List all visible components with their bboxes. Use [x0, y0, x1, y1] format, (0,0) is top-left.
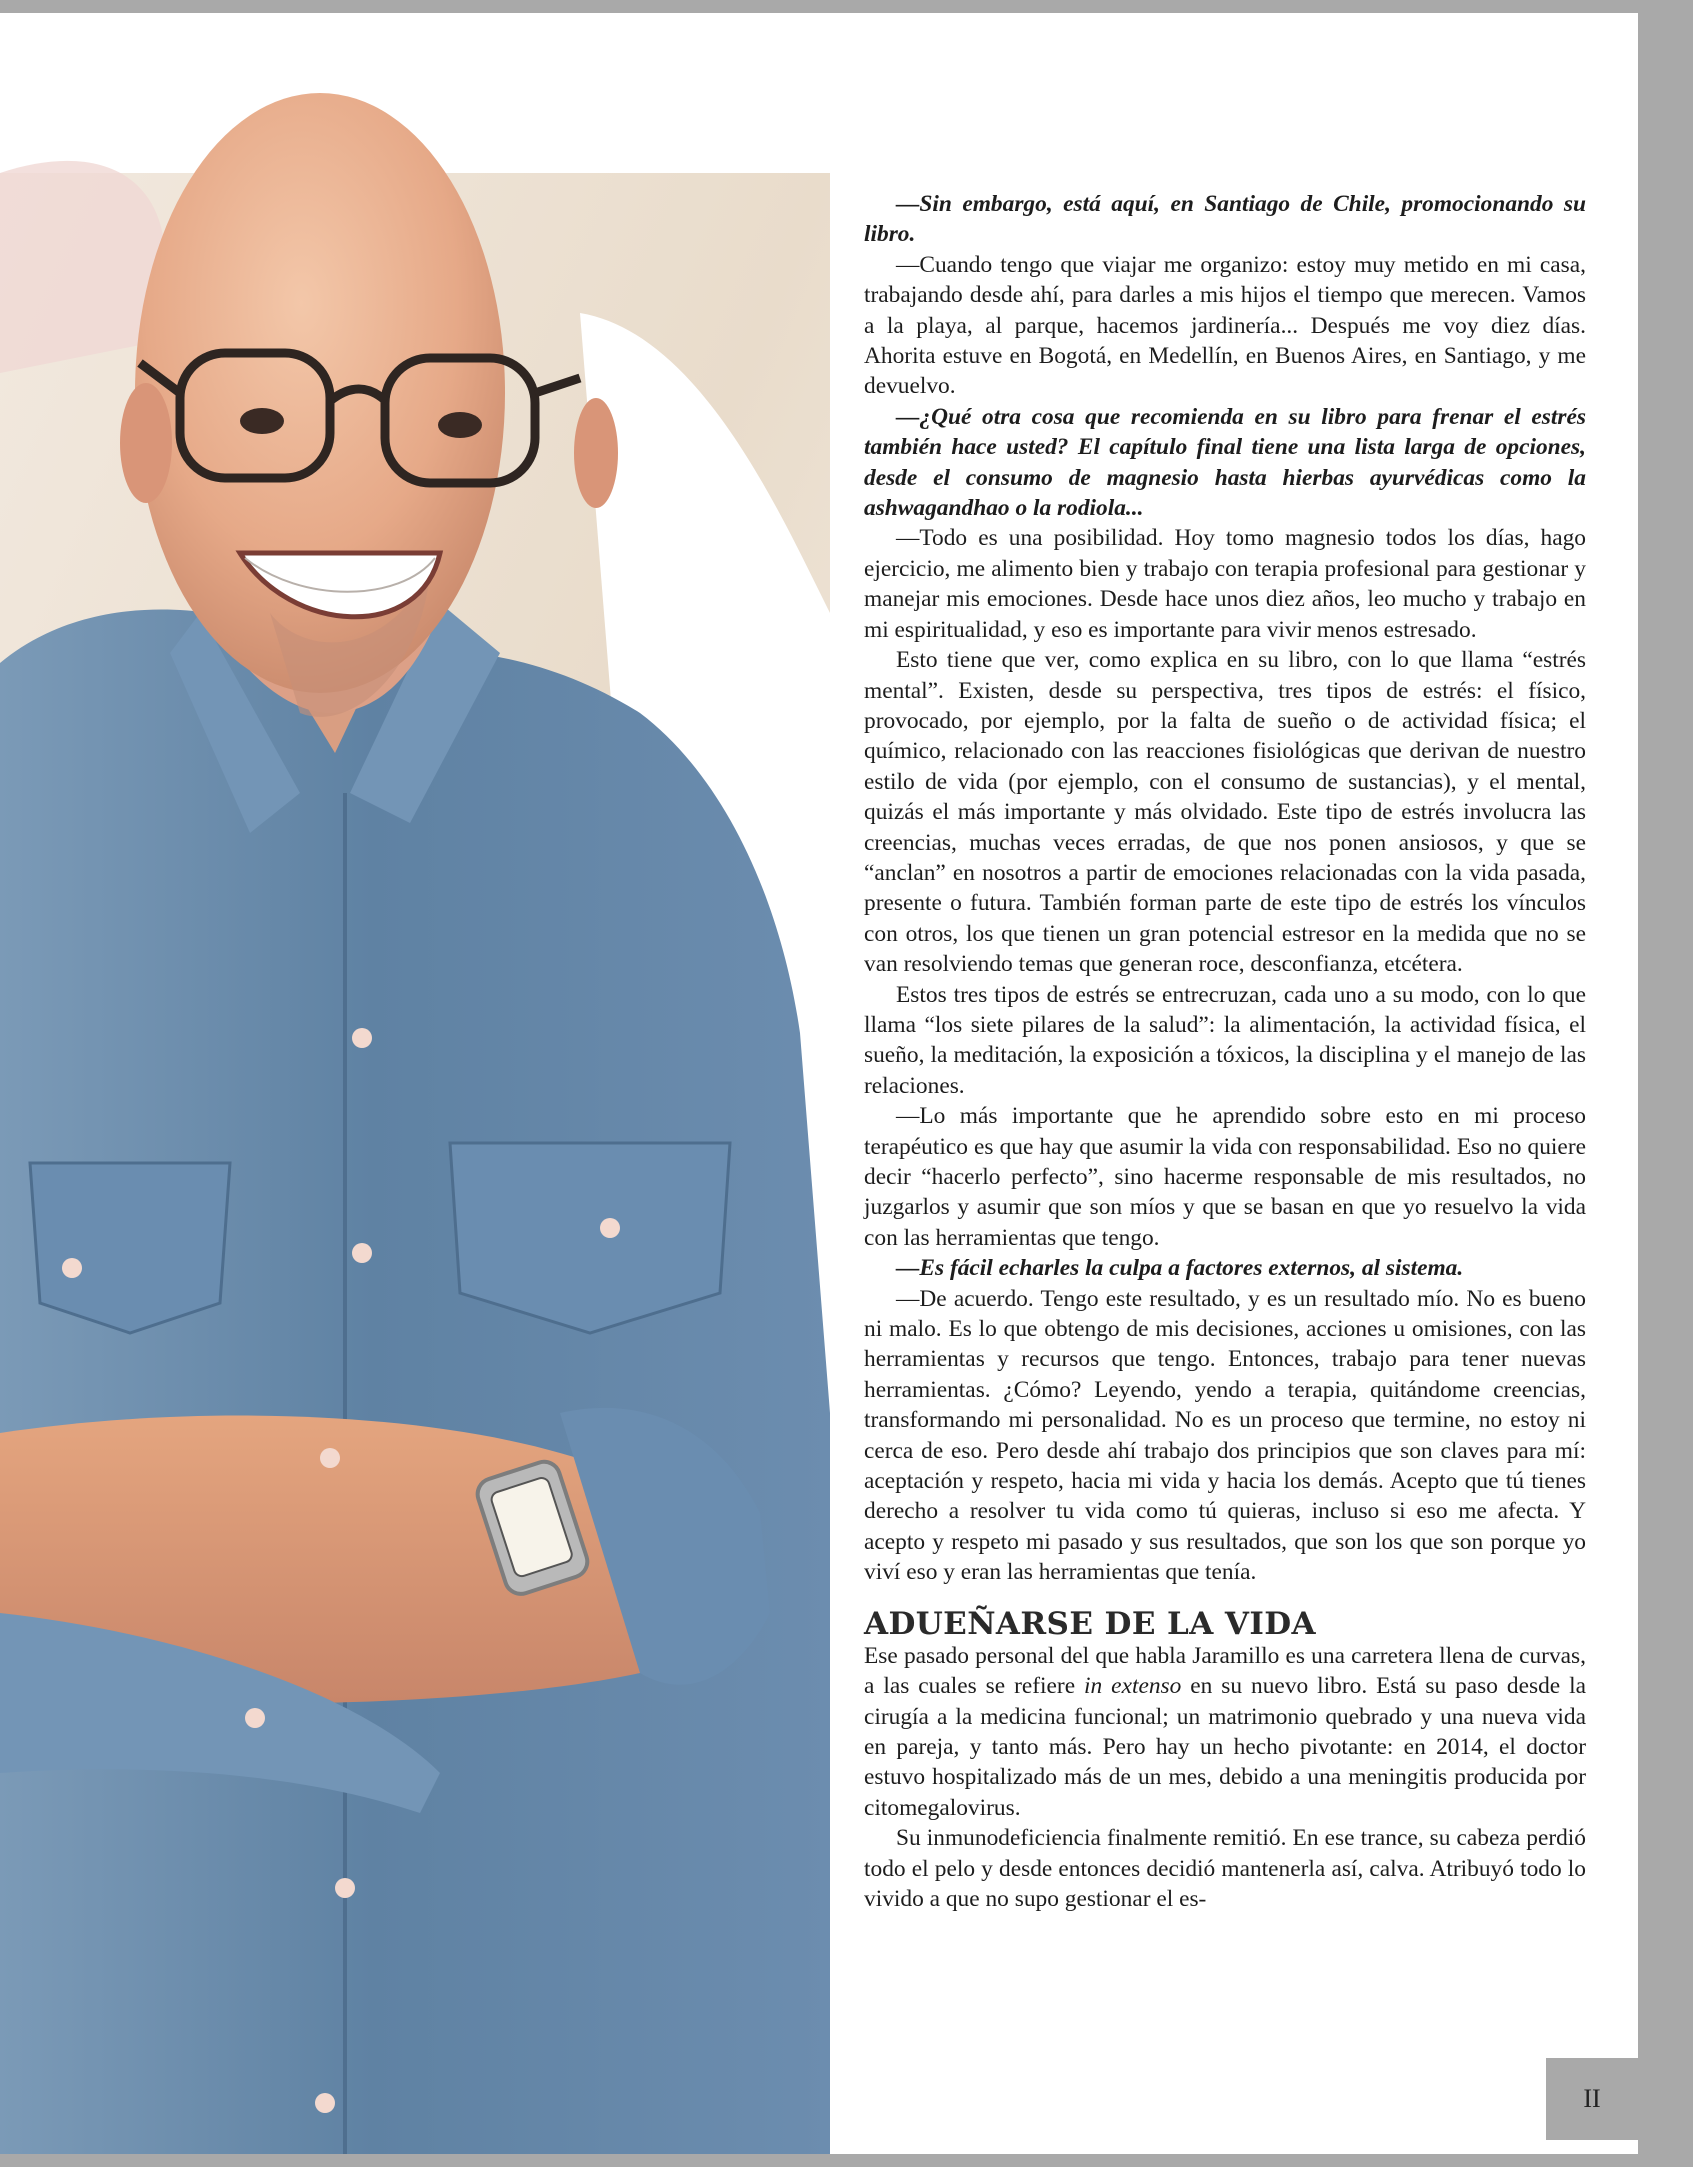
article-body: [864, 189, 1586, 1914]
italic-phrase: in extenso: [1084, 1673, 1182, 1700]
body-paragraph: Estos tres tipos de estrés se entrecruzan, cada uno a su modo, con lo que llama “los siete pilares de la salud”: la alimentación, la actividad física, el sueño, la meditación, la exposición a tóxicos, la disciplina y el manejo de las relaciones.: [864, 981, 1586, 1099]
interview-question: —Es fácil echarles la culpa a factores externos, al sistema.: [896, 1255, 1464, 1282]
body-paragraph: [864, 1641, 1586, 1823]
interview-answer: —Lo más importante que he aprendido sobre esto en mi proceso terapéutico es que hay que asumir la vida con responsabilidad. Eso no quiere decir “hacerlo perfecto”, sino hacerme responsable de mis resultados, no juzgarlos y asumir que son míos y que se basan en que yo resuelvo la vida con las herramientas que tengo.: [864, 1103, 1586, 1251]
interview-answer: —De acuerdo. Tengo este resultado, y es un resultado mío. No es bueno ni malo. Es lo que obtengo de mis decisiones, acciones u omisiones, con las herramientas y recursos que tengo. Entonces, trabajo para tener nuevas herramientas. ¿Cómo? Leyendo, yendo a terapia, quitándome creencias, transformando mi personalidad. No es un proceso que termine, no estoy ni cerca de eso. Pero desde ahí trabajo dos principios que son claves para mí: aceptación y respeto, hacia mi vida y hacia los demás. Acepto que tú tienes derecho a resolver tu vida como tú quieras, incluso si eso me afecta. Y acepto y respeto mi pasado y sus resultados, que son los que son porque yo viví eso y eran las herramientas que tenía.: [864, 1285, 1586, 1586]
paragraph-text: Ese pasado personal del que habla Jaramillo es una carretera llena de curvas, a las cuales se refiere: [864, 1642, 1586, 1700]
interview-answer: —Cuando tengo que viajar me organizo: estoy muy metido en mi casa, trabajando desde ahí, para darles a mis hijos el tiempo que merecen. Vamos a la playa, al parque, hacemos jardinería... Después me voy diez días. Ahorita estuve en Bogotá, en Medellín, en Buenos Aires, en Santiago, y me devuelvo.: [864, 251, 1586, 400]
interview-question: —Sin embargo, está aquí, en Santiago de Chile, promocionando su libro.: [864, 191, 1586, 248]
body-paragraph: Esto tiene que ver, como explica en su libro, con lo que llama “estrés mental”. Existen, desde su perspectiva, tres tipos de estrés: el físico, provocado, por ejemplo, por la falta de sueño o de actividad física; el químico, relacionado con las reacciones fisiológicas que derivan de nuestro estilo de vida (por ejemplo, con el consumo de sustancias), y el mental, quizás el más importante y más olvidado. Este tipo de estrés involucra las creencias, muchas veces erradas, de que nos ponen ansiosos, y que se “anclan” en nosotros a partir de emociones relacionadas con la vida pasada, presente o futura. También forman parte de este tipo de estrés los vínculos con otros, los que tienen un gran potencial estresor en la medida que no se van resolviendo temas que generan roce, desconfianza, etcétera.: [864, 647, 1586, 978]
body-paragraph: Su inmunodeficiencia finalmente remitió. En ese trance, su cabeza perdió todo el pelo y desde entonces decidió mantenerla así, calva. Atribuyó todo lo vivido a que no supo gestionar el es-: [864, 1825, 1586, 1912]
magazine-page: [0, 13, 1638, 2154]
interview-question: —¿Qué otra cosa que recomienda en su libro para frenar el estrés también hace usted? El capítulo final tiene una lista larga de opciones, desde el consumo de magnesio hasta hierbas ayurvédicas como la ashwagandhao o la rodiola...: [864, 403, 1586, 522]
section-heading: ADUEÑARSE DE LA VIDA: [864, 1605, 1316, 1642]
portrait-photo: [0, 13, 830, 2154]
interview-answer: —Todo es una posibilidad. Hoy tomo magnesio todos los días, hago ejercicio, me alimento bien y trabajo con terapia profesional para gestionar y manejar mis emociones. Desde hace unos diez años, leo mucho y trabajo en mi espiritualidad, y eso es importante para vivir menos estresado.: [864, 525, 1586, 643]
paragraph-text: en su nuevo libro. Está su paso desde la cirugía a la medicina funcional; un matrimonio quebrado y una nueva vida en pareja, y tanto más. Pero hay un hecho pivotante: en 2014, el doctor estuvo hospitalizado más de un mes, debido a una meningitis producida por citomegalovirus.: [864, 1673, 1586, 1821]
page-number: II: [1546, 2058, 1638, 2140]
